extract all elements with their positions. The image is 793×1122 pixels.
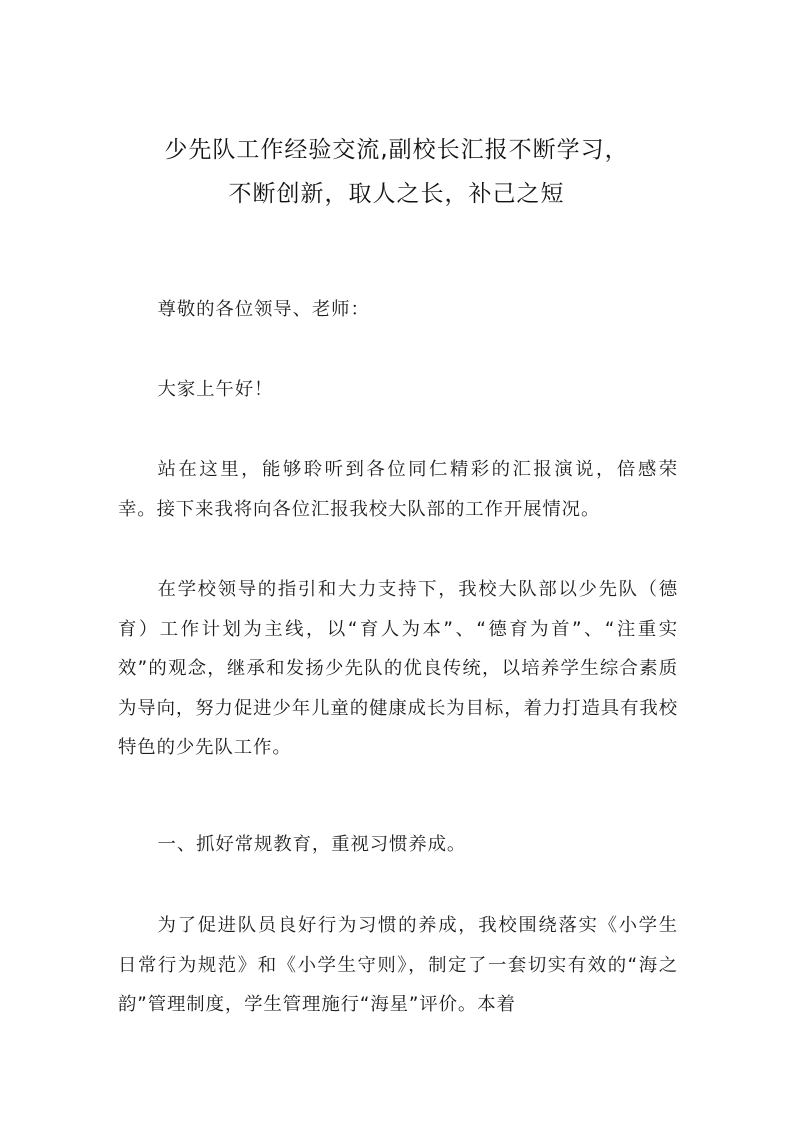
document-title <box>100 128 693 216</box>
title-line-2: 不断创新，取人之长，补己之短 <box>228 181 565 207</box>
intro-paragraph: 站在这里，能够聆听到各位同仁精彩的汇报演说，倍感荣幸。接下来我将向各位汇报我校大队部的工作开展情况。 <box>118 459 678 520</box>
section-heading-1: 一、抓好常规教育，重视习惯养成。 <box>157 834 467 855</box>
salutation-paragraph: 尊敬的各位领导、老师： <box>157 299 370 320</box>
overview-paragraph: 在学校领导的指引和大力支持下，我校大队部以少先队（德育）工作计划为主线，以“育人为本”、“德育为首”、“注重实效”的观念，继承和发扬少先队的优良传统，以培养学生综合素质为导向，努力促进少年儿童的健康成长为目标，着力打造具有我校特色的少先队工作。 <box>118 579 678 758</box>
greeting-paragraph: 大家上午好！ <box>157 379 274 400</box>
section-1-paragraph: 为了促进队员良好行为习惯的养成，我校围绕落实《小学生日常行为规范》和《小学生守则》，制定了一套切实有效的“海之韵”管理制度，学生管理施行“海星”评价。本着 <box>118 915 678 1015</box>
title-line-1: 少先队工作经验交流,副校长汇报不断学习， <box>164 137 629 163</box>
